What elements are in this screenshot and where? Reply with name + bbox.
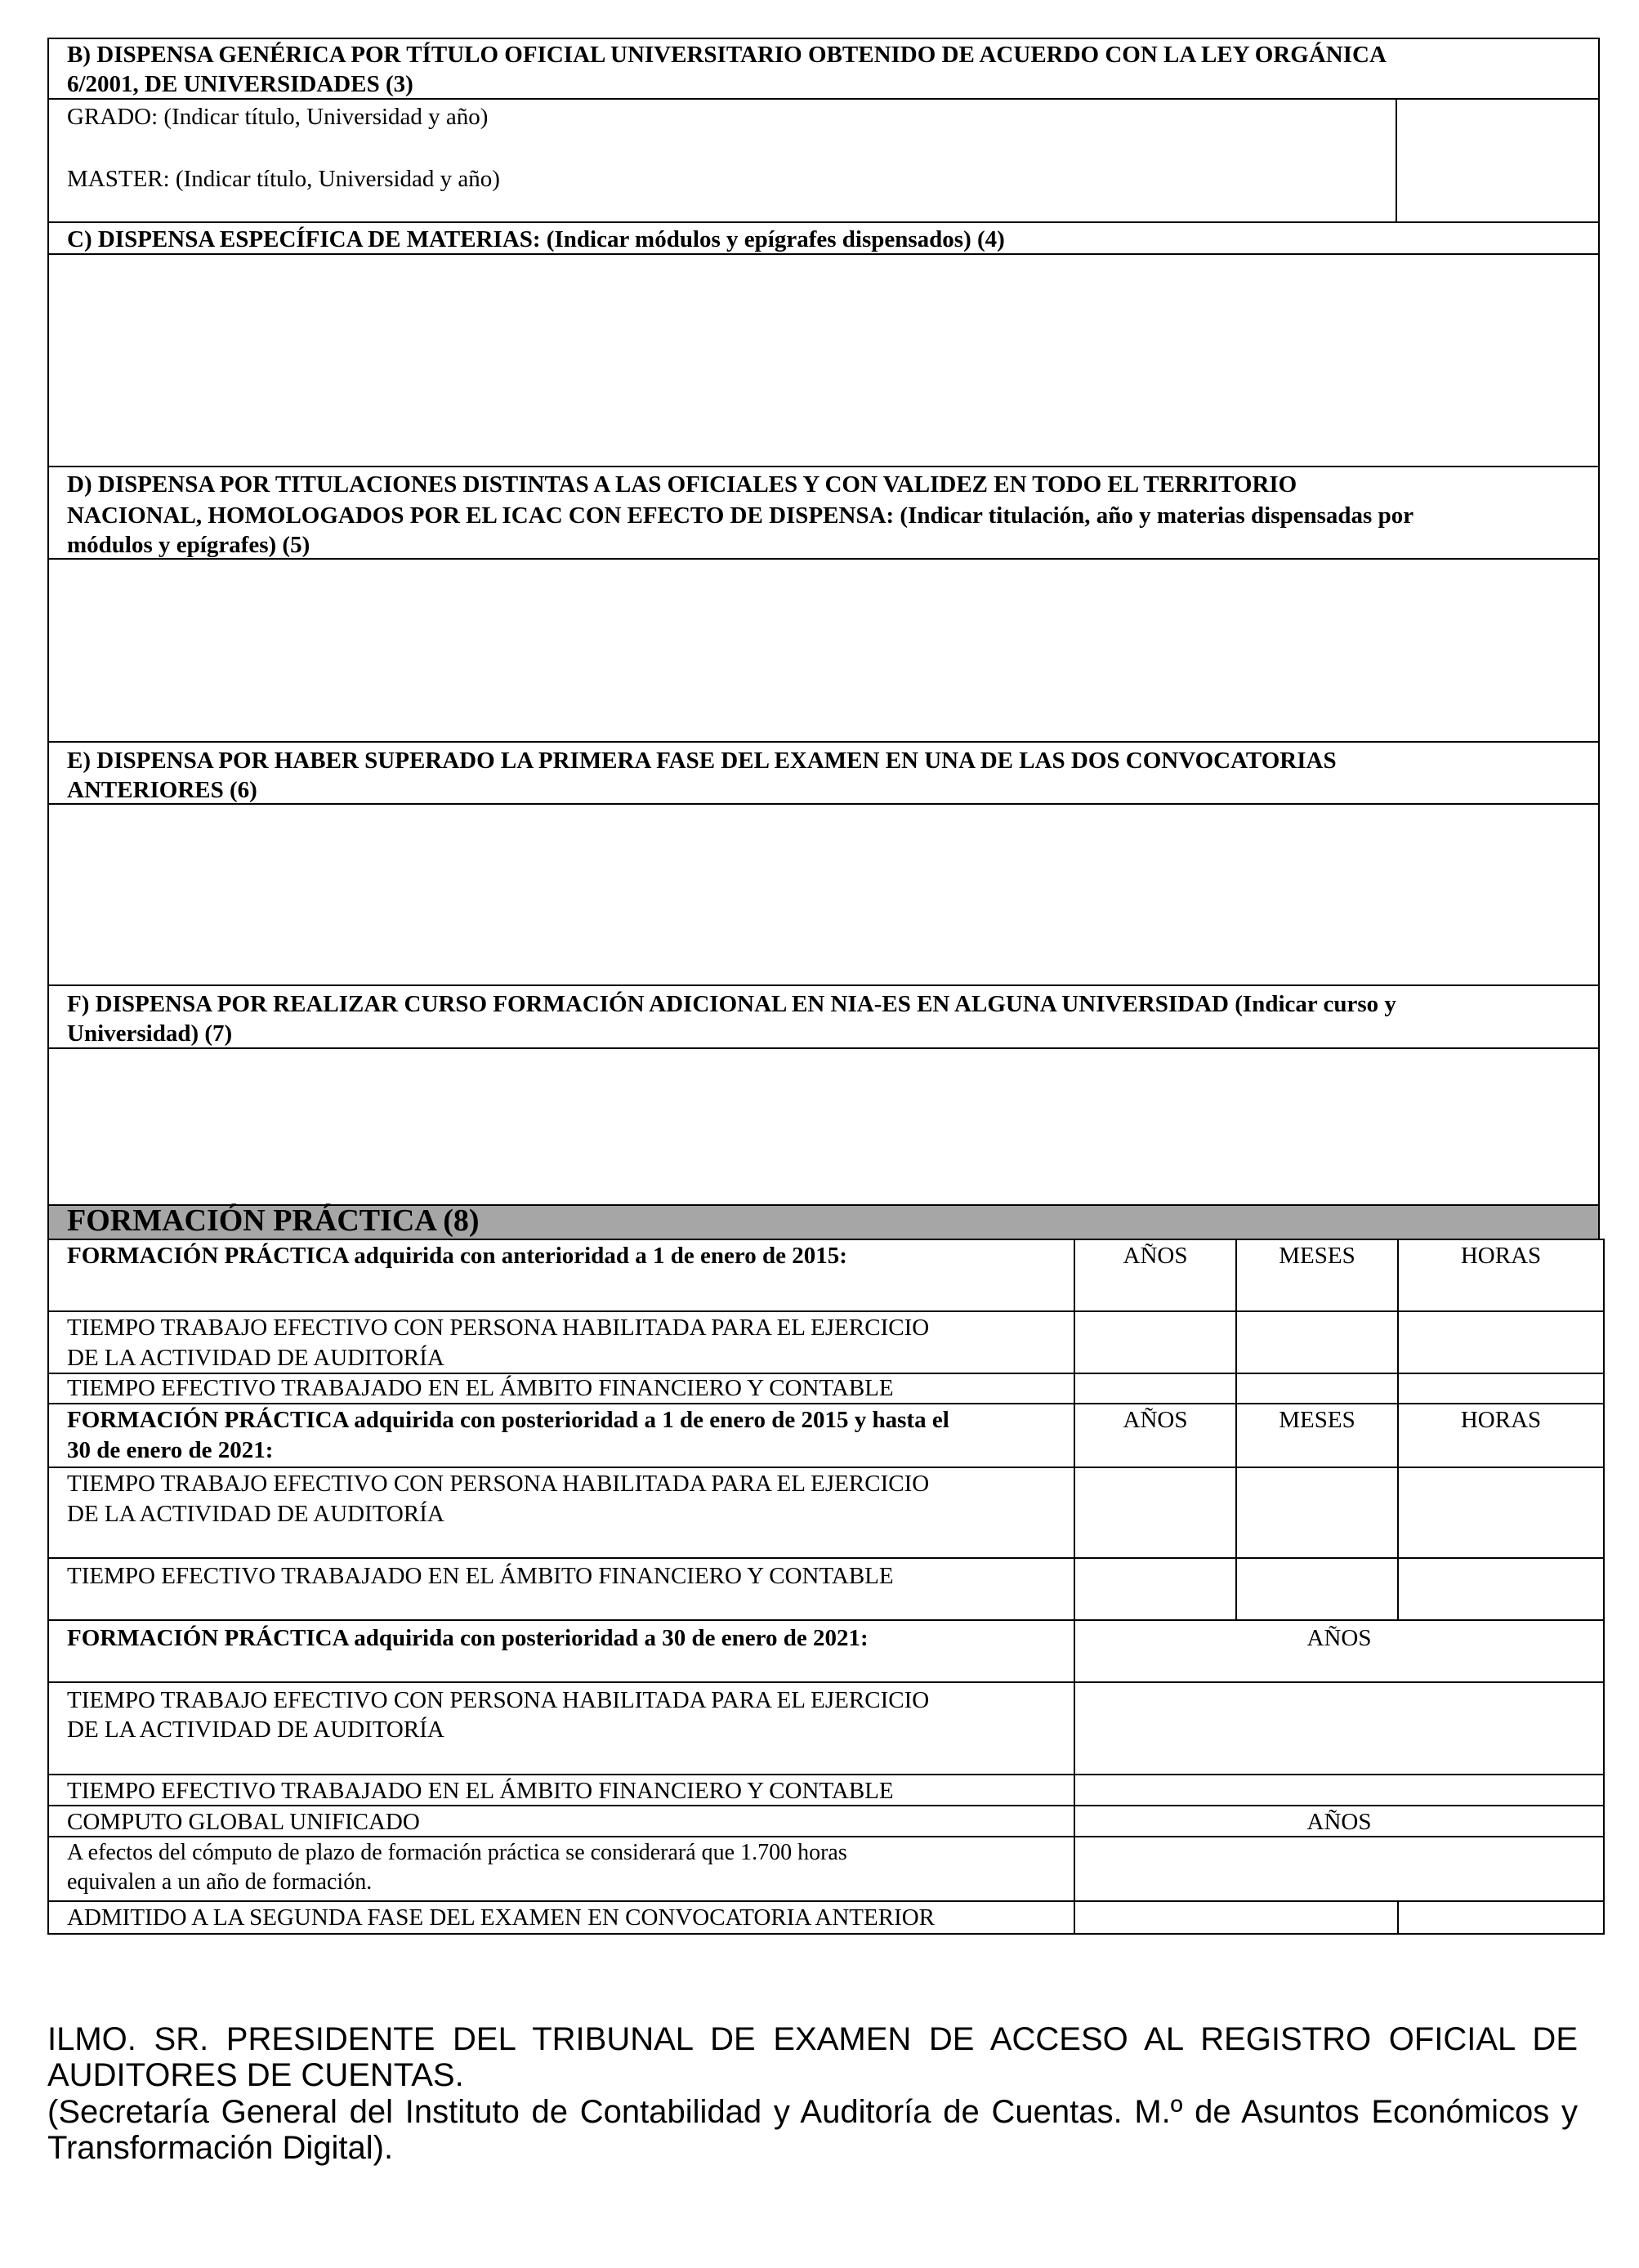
section-d-field[interactable]: [51, 561, 1597, 739]
block1-row1-years-cell[interactable]: [1075, 1312, 1235, 1373]
addressee-line4: Transformación Digital).: [47, 2130, 394, 2166]
section-b-heading: B) DISPENSA GENÉRICA POR TÍTULO OFICIAL UNIVERSITARIO OBTENIDO DE ACUERDO CON LA LEY ORGÁNICA: [67, 42, 1387, 68]
block2-row2-label: TIEMPO EFECTIVO TRABAJADO EN EL ÁMBITO FINANCIERO Y CONTABLE: [67, 1563, 894, 1589]
rule: [47, 1933, 1605, 1935]
block2-row1-hours-cell[interactable]: [1399, 1468, 1603, 1557]
section-d-heading-cont: NACIONAL, HOMOLOGADOS POR EL ICAC CON EFECTO DE DISPENSA: (Indicar titulación, año y materias dispensadas por: [67, 502, 1414, 529]
block3-col-years: AÑOS: [1306, 1625, 1372, 1651]
border-right: [1598, 38, 1600, 1237]
section-b-heading-cont: 6/2001, DE UNIVERSIDADES (3): [67, 71, 413, 97]
block2-col-hours: HORAS: [1460, 1407, 1542, 1433]
block3-label: [67, 1623, 869, 1654]
admitido-cell[interactable]: [1075, 1902, 1397, 1933]
block3-label-rest: adquirida con posterioridad a 30 de enero de 2021:: [347, 1625, 869, 1651]
admitido-label: ADMITIDO A LA SEGUNDA FASE DEL EXAMEN EN CONVOCATORIA ANTERIOR: [67, 1904, 936, 1931]
block1-col-months: MESES: [1279, 1243, 1355, 1269]
block1-row2-hours-cell[interactable]: [1399, 1374, 1603, 1403]
addressee-line1: ILMO. SR. PRESIDENTE DEL TRIBUNAL DE EXAMEN DE ACCESO AL REGISTRO OFICIAL DE: [47, 2021, 1578, 2057]
block3-row2-label: TIEMPO EFECTIVO TRABAJADO EN EL ÁMBITO FINANCIERO Y CONTABLE: [67, 1778, 894, 1804]
section-e-field[interactable]: [51, 806, 1597, 983]
master-label: MASTER: (Indicar título, Universidad y año): [67, 166, 500, 192]
block1-label: [67, 1240, 847, 1271]
block2-row1-years-cell[interactable]: [1075, 1468, 1235, 1557]
block2-row1-months-cell[interactable]: [1237, 1468, 1397, 1557]
formacion-title: FORMACIÓN PRÁCTICA (8): [67, 1203, 480, 1238]
block1-row2-label: TIEMPO EFECTIVO TRABAJADO EN EL ÁMBITO FINANCIERO Y CONTABLE: [67, 1375, 894, 1401]
block2-label-bold: FORMACIÓN PRÁCTICA: [67, 1407, 348, 1433]
computo-global-col-years: AÑOS: [1306, 1809, 1372, 1835]
block2-row2-hours-cell[interactable]: [1399, 1559, 1603, 1619]
block1-row1-months-cell[interactable]: [1237, 1312, 1397, 1373]
block2-row1-label: TIEMPO TRABAJO EFECTIVO CON PERSONA HABILITADA PARA EL EJERCICIO: [67, 1471, 930, 1497]
block1-col-hours: HORAS: [1460, 1243, 1542, 1269]
horas-note-cont: equivalen a un año de formación.: [67, 1869, 373, 1895]
block2-label-rest: adquirida con posterioridad a 1 de enero de 2015 y hasta el: [347, 1407, 949, 1433]
block2-row2-months-cell[interactable]: [1237, 1559, 1397, 1619]
block2-row1-label-cont: DE LA ACTIVIDAD DE AUDITORÍA: [67, 1501, 444, 1527]
block3-row1-years-cell[interactable]: [1075, 1683, 1603, 1774]
border-left: [47, 38, 49, 1237]
grado-label: GRADO: (Indicar título, Universidad y año): [67, 104, 489, 130]
block3-label-bold: FORMACIÓN PRÁCTICA: [67, 1625, 348, 1651]
section-d-heading: D) DISPENSA POR TITULACIONES DISTINTAS A LAS OFICIALES Y CON VALIDEZ EN TODO EL TERRITORIO: [67, 471, 1297, 498]
computo-global-years-cell[interactable]: [1075, 1837, 1603, 1900]
block2-label-cont: 30 de enero de 2021:: [67, 1437, 274, 1463]
rule: [47, 466, 1600, 467]
block1-label-rest: adquirida con anterioridad a 1 de enero de 2015:: [347, 1243, 847, 1269]
section-d-heading-cont2: módulos y epígrafes) (5): [67, 532, 310, 558]
grado-master-box[interactable]: [1399, 101, 1597, 219]
rule: [1396, 98, 1397, 222]
addressee-line3: (Secretaría General del Instituto de Contabilidad y Auditoría de Cuentas. M.º de Asuntos Económicos y: [47, 2094, 1578, 2130]
section-c-field[interactable]: [51, 257, 1597, 464]
section-c-heading: C) DISPENSA ESPECÍFICA DE MATERIAS: (Indicar módulos y epígrafes dispensados) (4): [67, 226, 1005, 252]
block2-label: [67, 1404, 949, 1435]
rule: [47, 1047, 1600, 1049]
rule: [47, 984, 1600, 986]
block2-col-months: MESES: [1279, 1407, 1355, 1433]
horas-note: A efectos del cómputo de plazo de formación práctica se considerará que 1.700 horas: [67, 1840, 847, 1865]
rule: [47, 803, 1600, 805]
block3-row2-years-cell[interactable]: [1075, 1775, 1603, 1805]
block1-row2-years-cell[interactable]: [1075, 1374, 1235, 1403]
rule: [47, 221, 1600, 223]
block1-label-bold: FORMACIÓN PRÁCTICA: [67, 1243, 348, 1269]
computo-global-label: COMPUTO GLOBAL UNIFICADO: [67, 1809, 420, 1835]
block1-row2-months-cell[interactable]: [1237, 1374, 1397, 1403]
addressee-line2: AUDITORES DE CUENTAS.: [47, 2057, 464, 2093]
block2-row2-years-cell[interactable]: [1075, 1559, 1235, 1619]
block1-row1-label: TIEMPO TRABAJO EFECTIVO CON PERSONA HABILITADA PARA EL EJERCICIO: [67, 1315, 930, 1341]
admitido-check-cell[interactable]: [1399, 1902, 1603, 1933]
block1-row1-label-cont: DE LA ACTIVIDAD DE AUDITORÍA: [67, 1345, 444, 1371]
section-f-heading-cont: Universidad) (7): [67, 1020, 233, 1047]
block3-row1-label-cont: DE LA ACTIVIDAD DE AUDITORÍA: [67, 1717, 444, 1743]
rule: [47, 741, 1600, 743]
rule: [47, 1619, 1605, 1621]
block3-row1-label: TIEMPO TRABAJO EFECTIVO CON PERSONA HABILITADA PARA EL EJERCICIO: [67, 1687, 930, 1713]
section-e-heading-cont: ANTERIORES (6): [67, 777, 257, 803]
section-f-heading: F) DISPENSA POR REALIZAR CURSO FORMACIÓN ADICIONAL EN NIA-ES EN ALGUNA UNIVERSIDAD (Indicar curso y: [67, 991, 1396, 1017]
section-e-heading: E) DISPENSA POR HABER SUPERADO LA PRIMERA FASE DEL EXAMEN EN UNA DE LAS DOS CONVOCATORIAS: [67, 748, 1337, 774]
block1-row1-hours-cell[interactable]: [1399, 1312, 1603, 1373]
block1-col-years: AÑOS: [1123, 1243, 1188, 1269]
border-right: [1603, 1239, 1605, 1935]
border-left: [47, 1239, 49, 1935]
section-f-field[interactable]: [51, 1051, 1597, 1203]
block2-col-years: AÑOS: [1123, 1407, 1188, 1433]
